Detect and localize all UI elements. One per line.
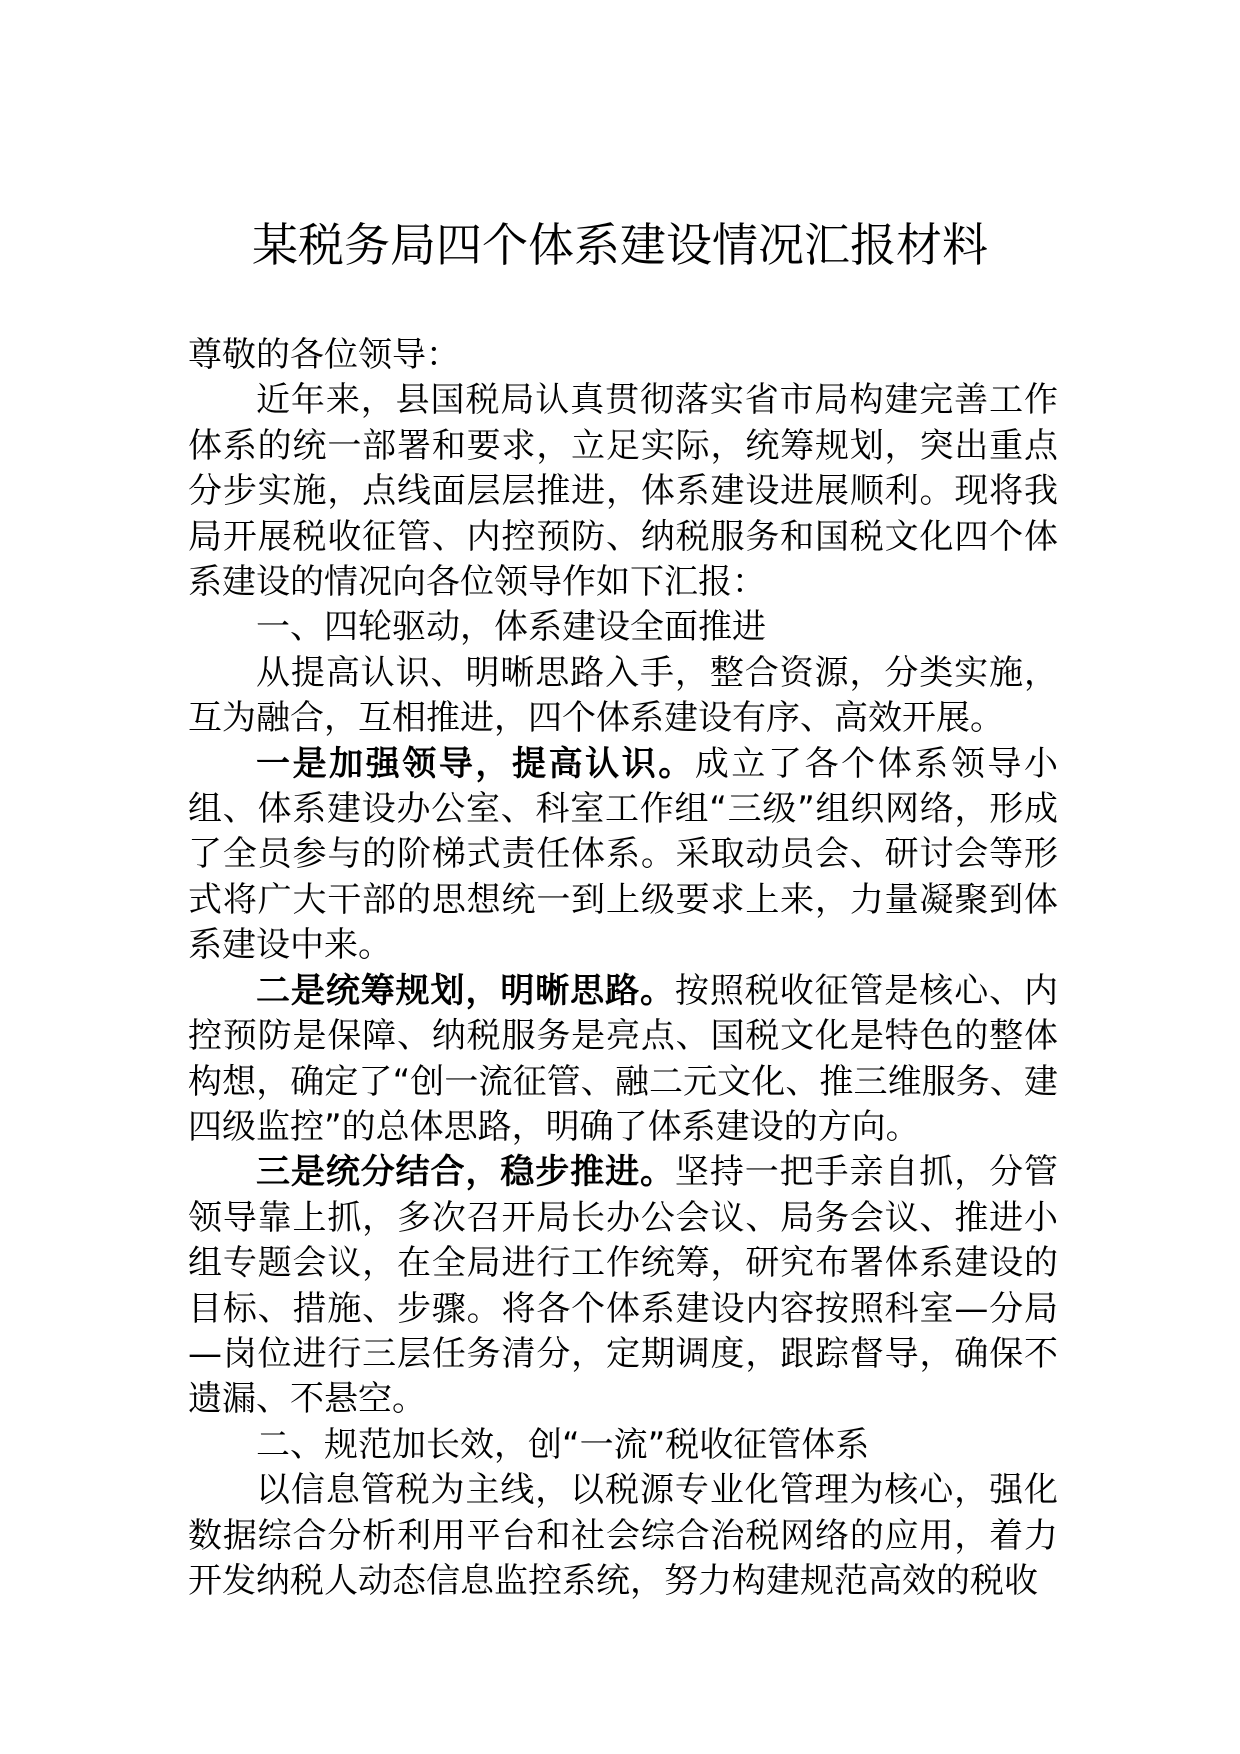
section-1-paragraph: 从提高认识、明晰思路入手，整合资源，分类实施，互为融合，互相推进，四个体系建设有序、高效开展。 — [188, 652, 1058, 739]
item-1-text: 成立了各个体系领导小组、体系建设办公室、科室工作组“三级”组织网络，形成了全员参与的阶梯式责任体系。采取动员会、研讨会等形式将广大干部的思想统一到上级要求上来，力量凝聚到体系建设中来。 — [188, 743, 1059, 966]
document-body — [188, 333, 1058, 1604]
item-3-paragraph — [188, 1150, 1058, 1422]
document-title: 某税务局四个体系建设情况汇报材料 — [252, 218, 988, 272]
item-3-lead: 三是统分结合，稳步推进。 — [256, 1152, 675, 1193]
section-2-paragraph: 以信息管税为主线，以税源专业化管理为核心，强化数据综合分析利用平台和社会综合治税网络的应用，着力开发纳税人动态信息监控系统，努力构建规范高效的税收 — [188, 1470, 1058, 1601]
intro-paragraph: 近年来，县国税局认真贯彻落实省市局构建完善工作体系的统一部署和要求，立足实际，统筹规划，突出重点分步实施，点线面层层推进，体系建设进展顺利。现将我局开展税收征管、内控预防、纳税服务和国税文化四个体系建设的情况向各位领导作如下汇报： — [188, 380, 1058, 603]
section-heading-1: 一、四轮驱动，体系建设全面推进 — [256, 607, 766, 648]
item-1-paragraph — [188, 742, 1058, 969]
section-heading-2: 二、规范加长效，创“一流”税收征管体系 — [256, 1424, 870, 1465]
item-3-text: 坚持一把手亲自抓，分管领导靠上抓，多次召开局长办公会议、局务会议、推进小组专题会议，在全局进行工作统筹，研究布署体系建设的目标、措施、步骤。将各个体系建设内容按照科室—分局—岗位进行三层任务清分，定期调度，跟踪督导，确保不遗漏、不悬空。 — [188, 1152, 1059, 1420]
item-2-text: 按照税收征管是核心、内控预防是保障、纳税服务是亮点、国税文化是特色的整体构想，确定了“创一流征管、融二元文化、推三维服务、建四级监控”的总体思路，明确了体系建设的方向。 — [188, 970, 1059, 1147]
salutation: 尊敬的各位领导： — [188, 335, 460, 375]
item-2-lead: 二是统筹规划，明晰思路。 — [256, 970, 675, 1011]
item-1-lead: 一是加强领导，提高认识。 — [256, 743, 695, 784]
item-2-paragraph — [188, 969, 1058, 1151]
